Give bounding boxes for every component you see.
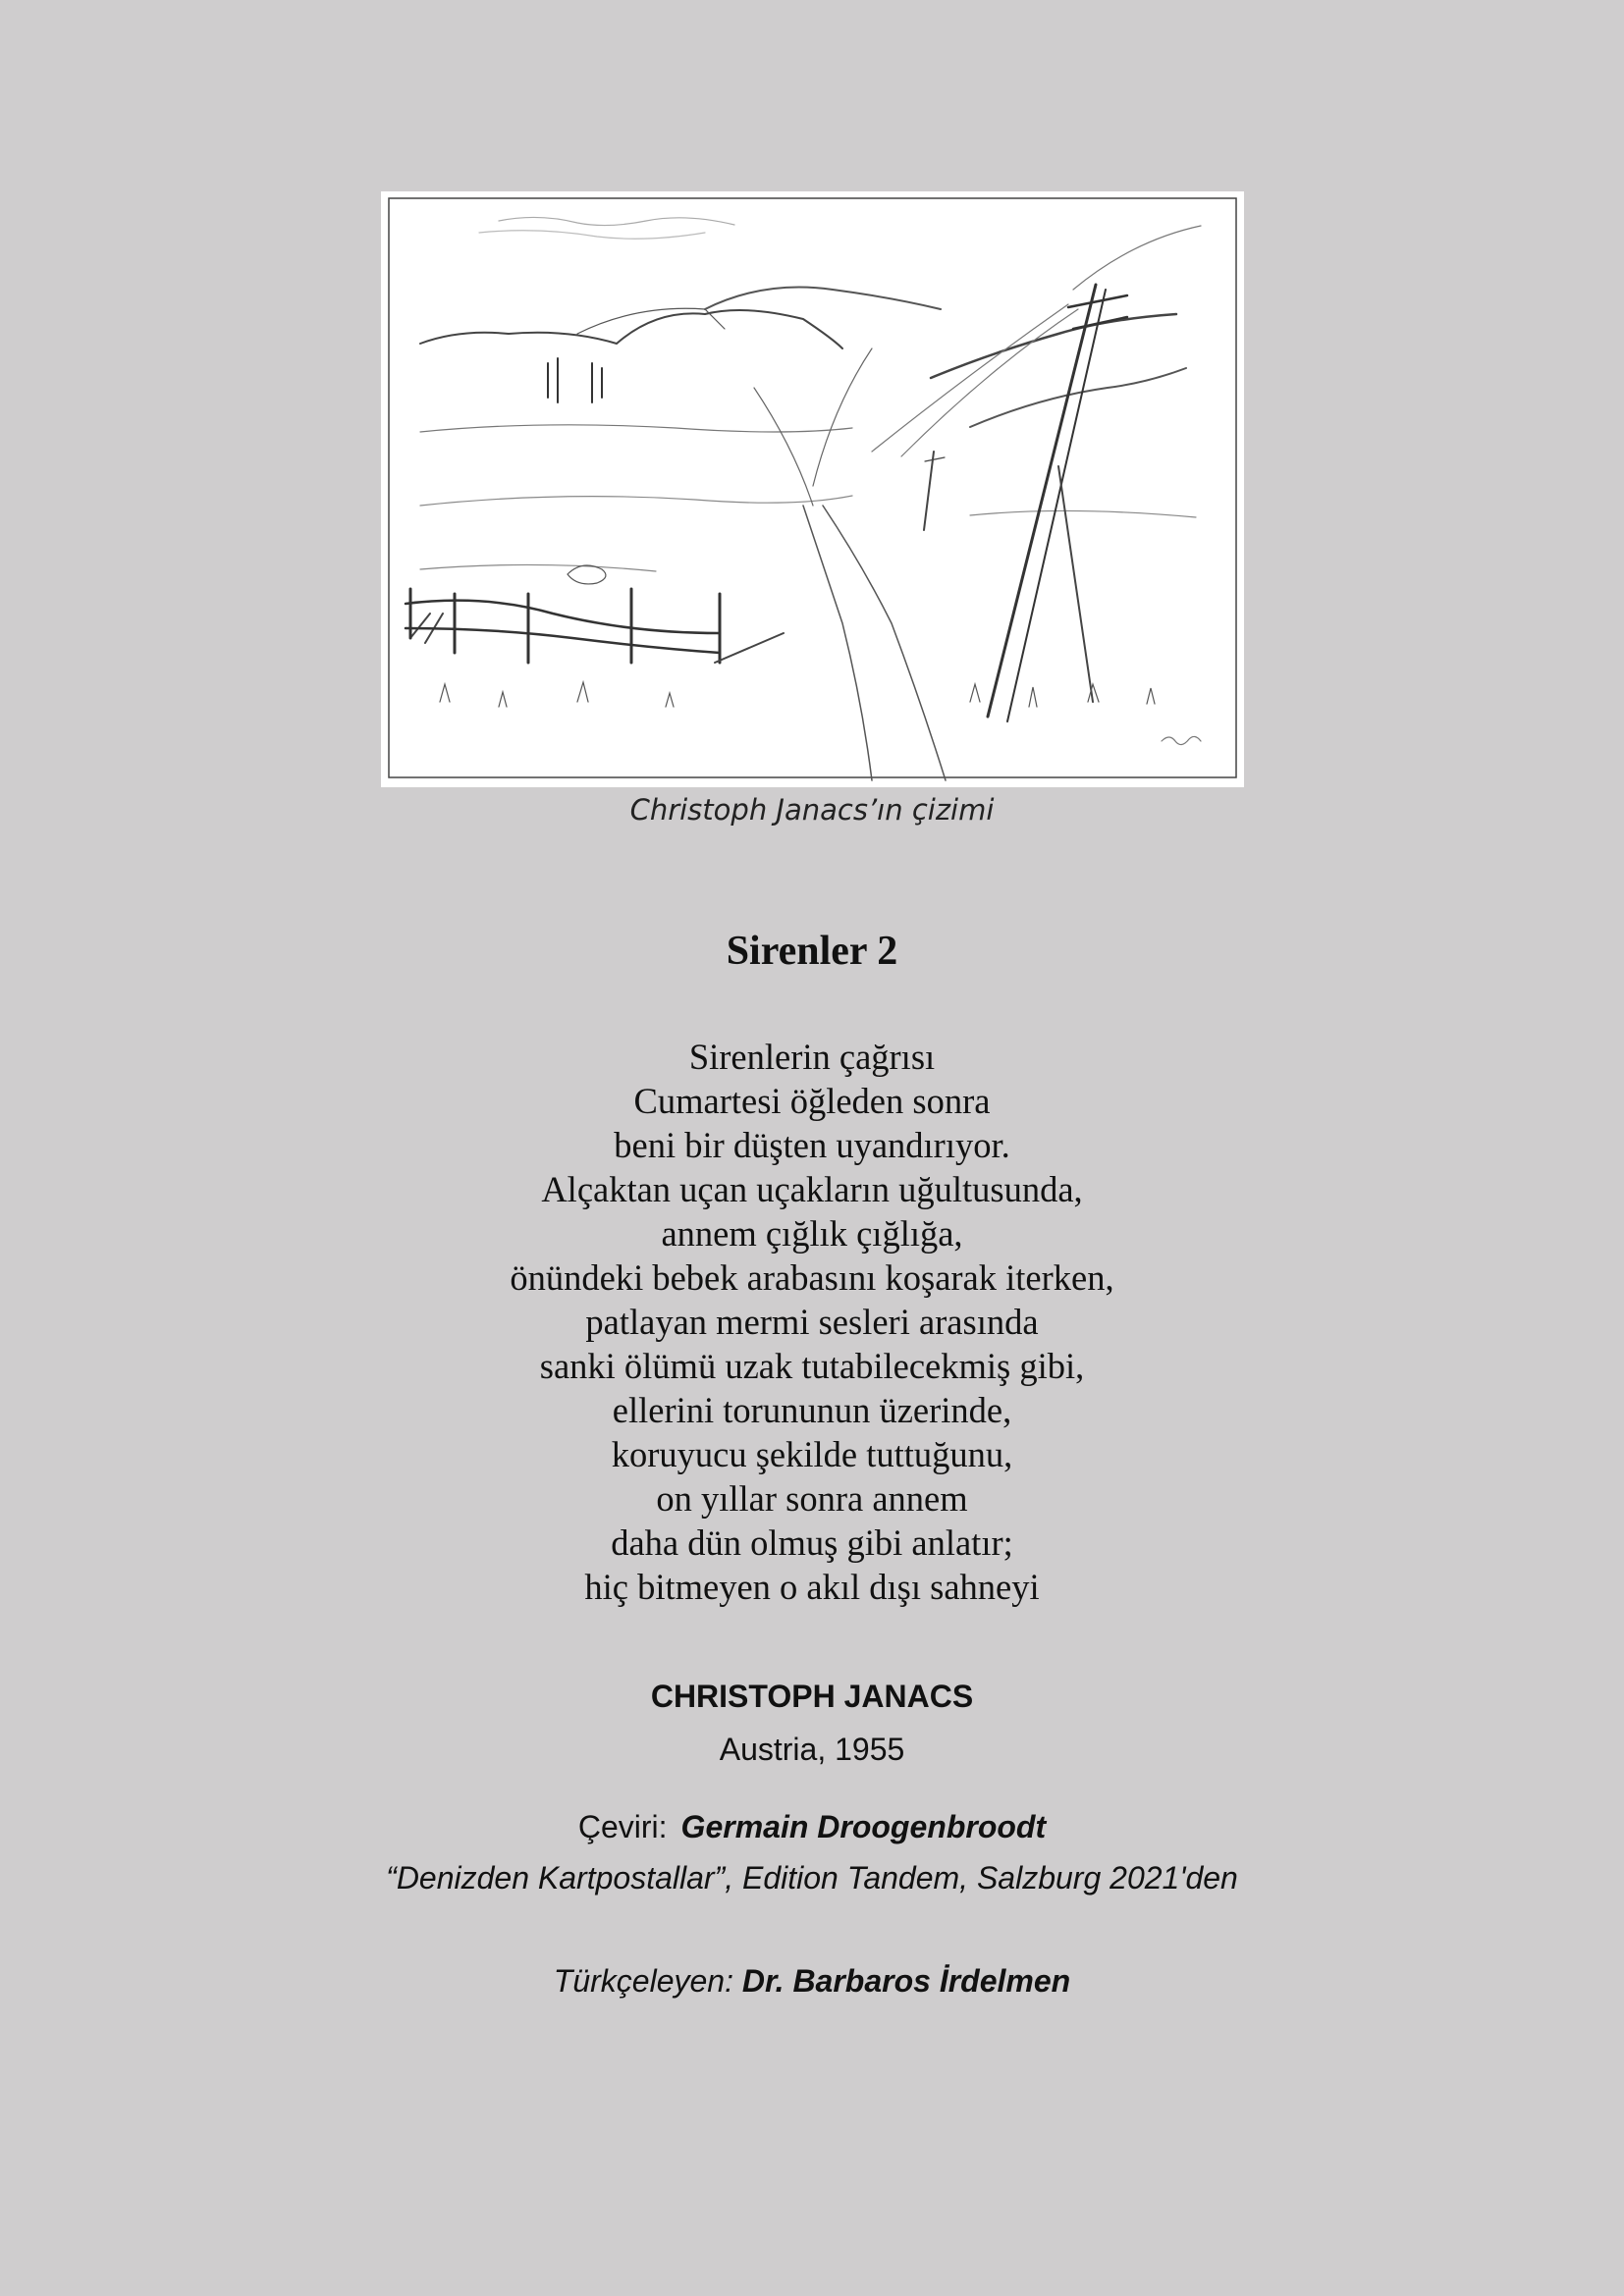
poem-line: koruyucu şekilde tuttuğunu, <box>611 1434 1013 1474</box>
illustration-caption: Christoph Janacs’ın çizimi <box>629 793 995 827</box>
poem-line: beni bir düşten uyandırıyor. <box>614 1125 1010 1165</box>
poem-line: Sirenlerin çağrısı <box>688 1037 936 1077</box>
source-citation: “Denizden Kartpostallar”, Edition Tandem, Salzburg 2021'den <box>386 1860 1238 1896</box>
turkish-translator-line <box>0 1963 1624 2000</box>
poem-body <box>0 1035 1624 1609</box>
author-origin: Austria, 1955 <box>719 1732 905 1767</box>
translator-label: Çeviri: <box>577 1809 668 1844</box>
poem-line: Alçaktan uçan uçakların uğultusunda, <box>541 1169 1083 1209</box>
poem-line: on yıllar sonra annem <box>656 1478 968 1519</box>
poem-line: ellerini torununun üzerinde, <box>612 1390 1012 1430</box>
translator-name: Germain Droogenbroodt <box>680 1809 1047 1844</box>
poem-line: sanki ölümü uzak tutabilecekmiş gibi, <box>539 1346 1085 1386</box>
poem-line: hiç bitmeyen o akıl dışı sahneyi <box>584 1567 1040 1607</box>
poem-line: daha dün olmuş gibi anlatır; <box>611 1522 1013 1563</box>
poem-line: Cumartesi öğleden sonra <box>633 1081 991 1121</box>
turkish-translator-label: Türkçeleyen: <box>553 1963 733 1999</box>
poem-line: annem çığlık çığlığa, <box>661 1213 963 1254</box>
illustration <box>381 191 1244 787</box>
translator-line <box>0 1809 1624 1845</box>
poem-title: Sirenler 2 <box>726 929 898 974</box>
landscape-sketch-image <box>381 191 1244 787</box>
poem-line: önündeki bebek arabasını koşarak iterken, <box>510 1257 1114 1298</box>
turkish-translator-name: Dr. Barbaros İrdelmen <box>741 1963 1071 1999</box>
poem-line: patlayan mermi sesleri arasında <box>585 1302 1039 1342</box>
author-name: CHRISTOPH JANACS <box>650 1679 974 1714</box>
